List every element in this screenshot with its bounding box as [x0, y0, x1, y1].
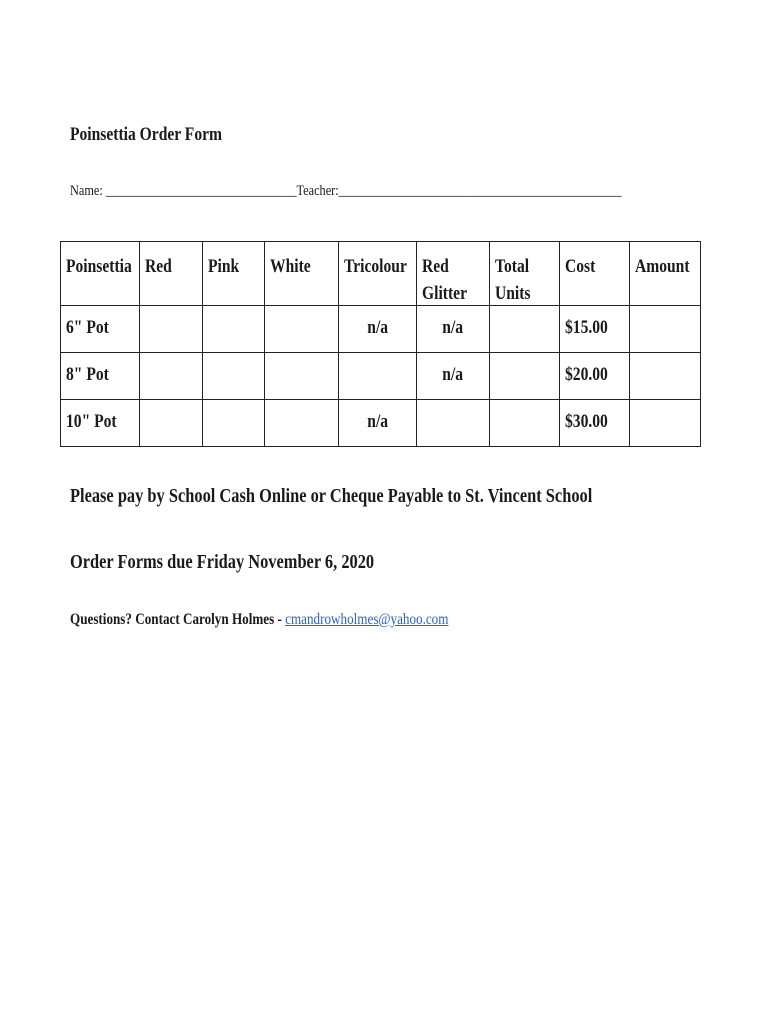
pot-size-cell: 6" Pot	[61, 306, 140, 353]
order-table	[60, 241, 701, 447]
payment-instructions: Please pay by School Cash Online or Cheque Payable to St. Vincent School	[70, 485, 593, 507]
teacher-label: Teacher:	[296, 183, 339, 199]
table-row	[61, 353, 701, 400]
white-qty-cell[interactable]	[265, 353, 339, 400]
header-white: White	[265, 242, 339, 306]
red-glitter-qty-cell: n/a	[417, 306, 490, 353]
table-header-row	[61, 242, 701, 306]
name-blank: _______________________________	[105, 183, 297, 199]
cost-cell: $15.00	[560, 306, 630, 353]
header-total-units: Total Units	[490, 242, 560, 306]
white-qty-cell[interactable]	[265, 400, 339, 447]
contact-email-link[interactable]: cmandrowholmes@yahoo.com	[285, 611, 449, 628]
header-amount: Amount	[630, 242, 701, 306]
tricolour-qty-cell[interactable]	[339, 353, 417, 400]
amount-cell[interactable]	[630, 306, 701, 353]
header-red: Red	[140, 242, 203, 306]
table-row	[61, 306, 701, 353]
contact-line	[70, 611, 532, 629]
header-pink: Pink	[203, 242, 265, 306]
tricolour-qty-cell: n/a	[339, 306, 417, 353]
pink-qty-cell[interactable]	[203, 306, 265, 353]
contact-text: Questions? Contact Carolyn Holmes -	[70, 611, 286, 628]
tricolour-qty-cell: n/a	[339, 400, 417, 447]
red-glitter-qty-cell[interactable]	[417, 400, 490, 447]
red-qty-cell[interactable]	[140, 306, 203, 353]
total-units-cell[interactable]	[490, 353, 560, 400]
red-qty-cell[interactable]	[140, 400, 203, 447]
header-tricolour: Tricolour	[339, 242, 417, 306]
cost-cell: $20.00	[560, 353, 630, 400]
amount-cell[interactable]	[630, 400, 701, 447]
red-glitter-qty-cell: n/a	[417, 353, 490, 400]
red-qty-cell[interactable]	[140, 353, 203, 400]
header-poinsettia: Poinsettia	[61, 242, 140, 306]
white-qty-cell[interactable]	[265, 306, 339, 353]
pot-size-cell: 8" Pot	[61, 353, 140, 400]
total-units-cell[interactable]	[490, 306, 560, 353]
teacher-blank: ______________________________________________	[338, 183, 622, 199]
amount-cell[interactable]	[630, 353, 701, 400]
due-date-notice: Order Forms due Friday November 6, 2020	[70, 551, 375, 573]
header-red-glitter: Red Glitter	[417, 242, 490, 306]
pot-size-cell: 10" Pot	[61, 400, 140, 447]
total-units-cell[interactable]	[490, 400, 560, 447]
name-label: Name:	[70, 183, 103, 199]
name-teacher-line	[70, 183, 743, 200]
pink-qty-cell[interactable]	[203, 353, 265, 400]
form-title: Poinsettia Order Form	[70, 124, 223, 145]
cost-cell: $30.00	[560, 400, 630, 447]
pink-qty-cell[interactable]	[203, 400, 265, 447]
header-cost: Cost	[560, 242, 630, 306]
table-row	[61, 400, 701, 447]
